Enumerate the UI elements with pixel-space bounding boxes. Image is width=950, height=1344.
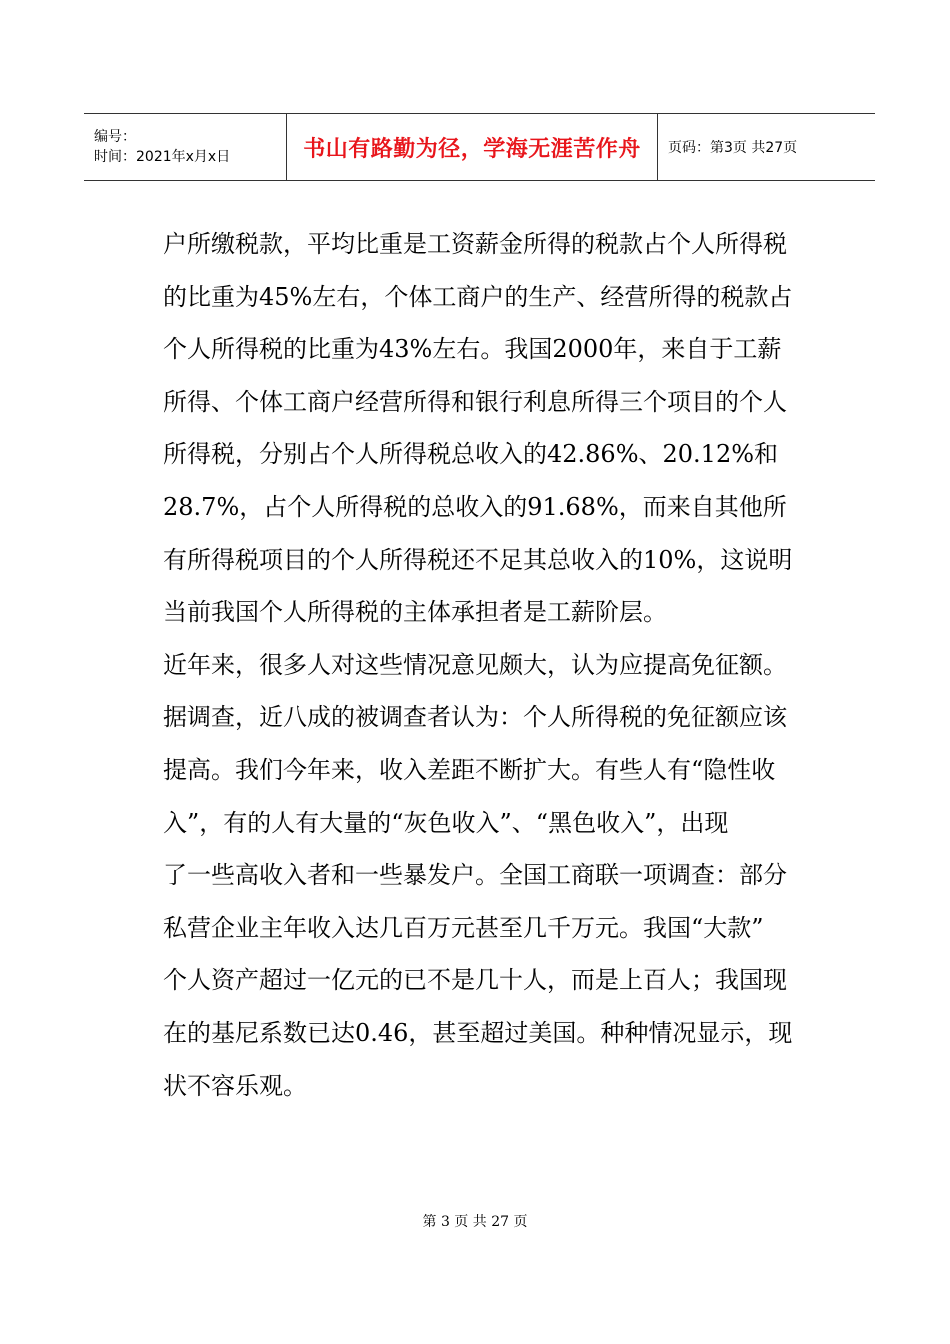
text-line: 当前我国个人所得税的主体承担者是工薪阶层。	[163, 598, 667, 627]
text-line: 个人资产超过一亿元的已不是几十人，而是上百人；我国现	[163, 966, 787, 995]
header-motto-cell	[286, 114, 658, 180]
footer-page-number: 第 3 页 共 27 页	[422, 1214, 528, 1230]
text-line: 状不容乐观。	[163, 1071, 307, 1100]
body-text	[163, 218, 803, 1112]
text-line: 所得税，分别占个人所得税总收入的42.86%、20.12%和	[163, 440, 779, 469]
document-number-label: 编号：	[94, 129, 136, 145]
text-line: 入”，有的人有大量的“灰色收入”、“黑色收入”，出现	[163, 808, 729, 837]
text-line: 有所得税项目的个人所得税还不足其总收入的10%，这说明	[163, 545, 793, 574]
text-line: 所得、个体工商户经营所得和银行利息所得三个项目的个人	[163, 387, 787, 416]
text-line: 28.7%，占个人所得税的总收入的91.68%，而来自其他所	[163, 492, 787, 521]
page-header	[84, 113, 875, 181]
text-line: 近年来，很多人对这些情况意见颇大，认为应提高免征额。	[163, 650, 787, 679]
text-line: 户所缴税款，平均比重是工资薪金所得的税款占个人所得税	[163, 230, 787, 258]
text-line: 在的基尼系数已达0.46，甚至超过美国。种种情况显示，现	[163, 1018, 793, 1047]
text-line: 了一些高收入者和一些暴发户。全国工商联一项调查：部分	[163, 861, 787, 890]
header-motto: 书山有路勤为径，学海无涯苦作舟	[303, 136, 641, 162]
document-date: 时间：2021年x月x日	[94, 149, 231, 165]
text-line: 据调查，近八成的被调查者认为：个人所得税的免征额应该	[163, 703, 787, 732]
header-meta	[84, 114, 286, 180]
header-page-info: 页码：第3页 共27页	[668, 140, 798, 156]
text-line: 私营企业主年收入达几百万元甚至几千万元。我国“大款”	[163, 913, 764, 942]
page-footer	[0, 1211, 950, 1231]
text-line: 个人所得税的比重为43%左右。我国2000年，来自于工薪	[163, 335, 782, 364]
text-line: 提高。我们今年来，收入差距不断扩大。有些人有“隐性收	[163, 755, 776, 784]
text-line: 的比重为45%左右，个体工商户的生产、经营所得的税款占	[163, 282, 793, 311]
